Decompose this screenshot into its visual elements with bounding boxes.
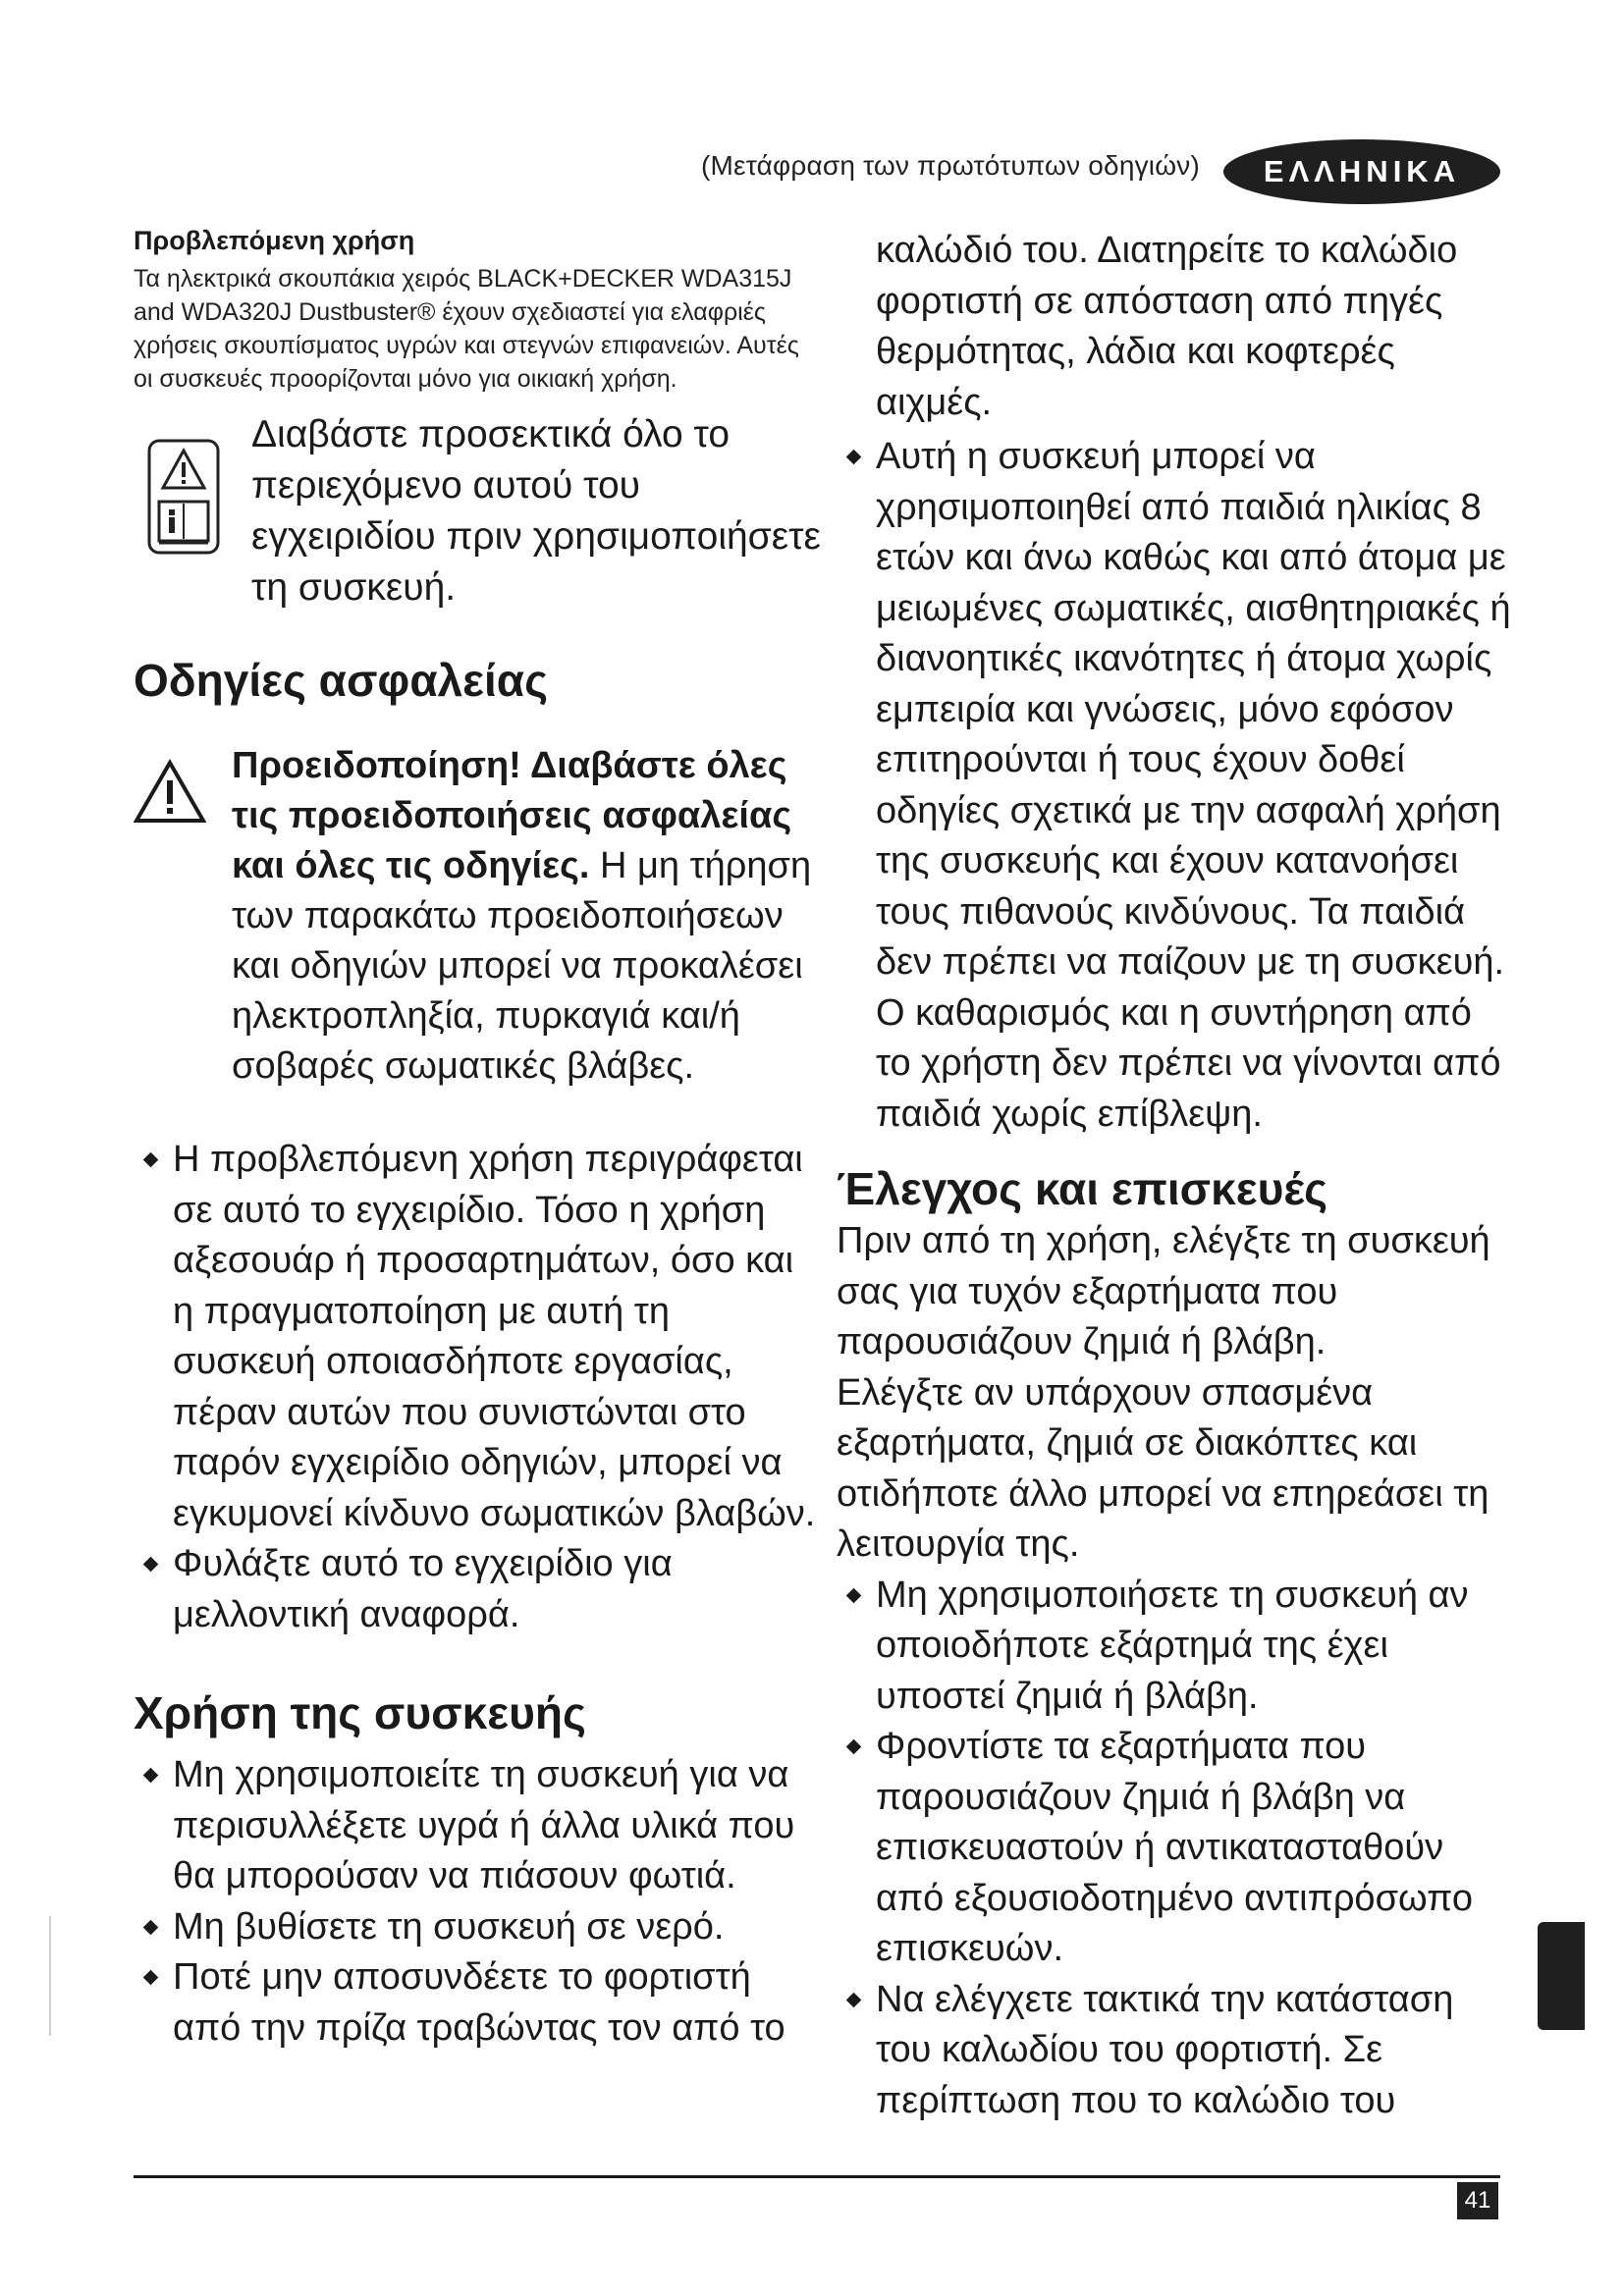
safety-heading: Οδηγίες ασφαλείας — [134, 655, 548, 706]
list-item: Μη χρησιμοποιείτε τη συσκευή για να περισυλλέξετε υγρά ή άλλα υλικά που θα μπορούσαν να πιάσουν φωτιά. — [134, 1750, 821, 1902]
list-item: Φυλάξτε αυτό το εγχειρίδιο για μελλοντική αναφορά. — [134, 1539, 821, 1640]
continued-text: καλώδιό του. Διατηρείτε το καλώδιο φορτιστή σε απόσταση από πηγές θερμότητας, λάδια και κοφτερές αιχμές. — [876, 230, 1458, 423]
bullet-icon — [143, 1970, 159, 1986]
left-column — [134, 226, 821, 2054]
bullet-icon — [846, 1587, 862, 1603]
safety-warning — [134, 741, 821, 1092]
margin-line — [49, 1916, 51, 2036]
page-subtitle: (Μετάφραση των πρωτότυπων οδηγιών) — [700, 150, 1200, 181]
inspection-bullet-list — [837, 1571, 1514, 2127]
list-item: Μη χρησιμοποιήσετε τη συσκευή αν οποιοδήποτε εξάρτημά της έχει υποστεί ζημιά ή βλάβη. — [837, 1571, 1514, 1723]
footer-rule — [134, 2175, 1500, 2178]
bullet-icon — [846, 1739, 862, 1755]
page-number: 41 — [1457, 2182, 1498, 2219]
bullet-icon — [846, 1992, 862, 2007]
intended-use-text: Τα ηλεκτρικά σκουπάκια χειρός BLACK+DECKER WDA315J and WDA320J Dustbuster® έχουν σχεδιαστεί για ελαφριές χρήσεις σκουπίσματος υγρών και στεγνών επιφανειών. Αυτές οι συσκευές προορίζονται μόνο για οικιακή χρήση. — [134, 265, 799, 393]
bullet-icon — [143, 1768, 159, 1784]
bullet-icon — [143, 1152, 159, 1168]
safety-bullet-list — [134, 1135, 821, 1640]
right-column — [837, 226, 1514, 2126]
intended-use-title: Προβλεπόμενη χρήση — [134, 226, 415, 255]
inspection-heading: Έλεγχος και επισκευές — [837, 1163, 1328, 1214]
bullet-icon — [846, 450, 862, 465]
language-badge: ΕΛΛΗΝΙΚΑ — [1223, 139, 1500, 204]
list-item: Ποτέ μην αποσυνδέετε το φορτιστή από την πρίζα τραβώντας τον από το — [134, 1952, 821, 2054]
warning-icon — [134, 759, 206, 824]
list-item: Μη βυθίσετε τη συσκευή σε νερό. — [134, 1902, 821, 1953]
bullet-icon — [143, 1919, 159, 1935]
read-manual-icon — [147, 439, 220, 555]
list-item: Φροντίστε τα εξαρτήματα που παρουσιάζουν ζημιά ή βλάβη να επισκευαστούν ή αντικατασταθούν από εξουσιοδοτημένο αντιπρόσωπο επισκευών. — [837, 1722, 1514, 1975]
list-item: Η προβλεπόμενη χρήση περιγράφεται σε αυτό το εγχειρίδιο. Τόσο η χρήση αξεσουάρ ή προσαρτημάτων, όσο και η πραγματοποίηση με αυτή τη συσκευή οποιασδήποτε εργασίας, πέραν αυτών που συνιστώνται στο παρόν εγχειρίδιο οδηγιών, μπορεί να εγκυμονεί κίνδυνο σωματικών βλαβών. — [134, 1135, 821, 1539]
read-manual-notice — [134, 409, 821, 614]
appliance-use-heading: Χρήση της συσκευής — [134, 1687, 586, 1738]
appliance-use-list-continued — [837, 432, 1514, 1140]
bullet-icon — [143, 1557, 159, 1573]
warning-paragraph — [226, 741, 821, 1092]
section-tab — [1538, 1922, 1585, 2030]
warning-bold-text: Προειδοποίηση! Διαβάστε όλες τις προειδοποιήσεις ασφαλείας και όλες τις οδηγίες. — [232, 745, 792, 886]
inspection-paragraph-1: Πριν από τη χρήση, ελέγξτε τη συσκευή σας για τυχόν εξαρτήματα που παρουσιάζουν ζημιά ή βλάβη. — [837, 1220, 1490, 1362]
appliance-use-list — [134, 1750, 821, 2054]
inspection-paragraph-2: Ελέγξτε αν υπάρχουν σπασμένα εξαρτήματα, ζημιά σε διακόπτες και οτιδήποτε άλλο μπορεί να επηρεάσει τη λειτουργία της. — [837, 1371, 1489, 1565]
read-manual-text: Διαβάστε προσεκτικά όλο το περιεχόμενο αυτού του εγχειριδίου πριν χρησιμοποιήσετε τη συσκευή. — [251, 413, 821, 609]
list-item: Αυτή η συσκευή μπορεί να χρησιμοποιηθεί από παιδιά ηλικίας 8 ετών και άνω καθώς και από άτομα με μειωμένες σωματικές, αισθητηριακές ή διανοητικές ικανότητες ή άτομα χωρίς εμπειρία και γνώσεις, μόνο εφόσον επιτηρούνται ή τους έχουν δοθεί οδηγίες σχετικά με την ασφαλή χρήση της συσκευής και έχουν κατανοήσει τους πιθανούς κινδύνους. Τα παιδιά δεν πρέπει να παίζουν με τη συσκευή. Ο καθαρισμός και η συντήρηση από το χρήστη δεν πρέπει να γίνονται από παιδιά χωρίς επίβλεψη. — [837, 432, 1514, 1140]
list-item: Να ελέγχετε τακτικά την κατάσταση του καλωδίου του φορτιστή. Σε περίπτωση που το καλώδιο του — [837, 1975, 1514, 2127]
warning-text: Η μη τήρηση των παρακάτω προειδοποιήσεων και οδηγιών μπορεί να προκαλέσει ηλεκτροπληξία, πυρκαγιά και/ή σοβαρές σωματικές βλάβες. — [232, 845, 812, 1087]
